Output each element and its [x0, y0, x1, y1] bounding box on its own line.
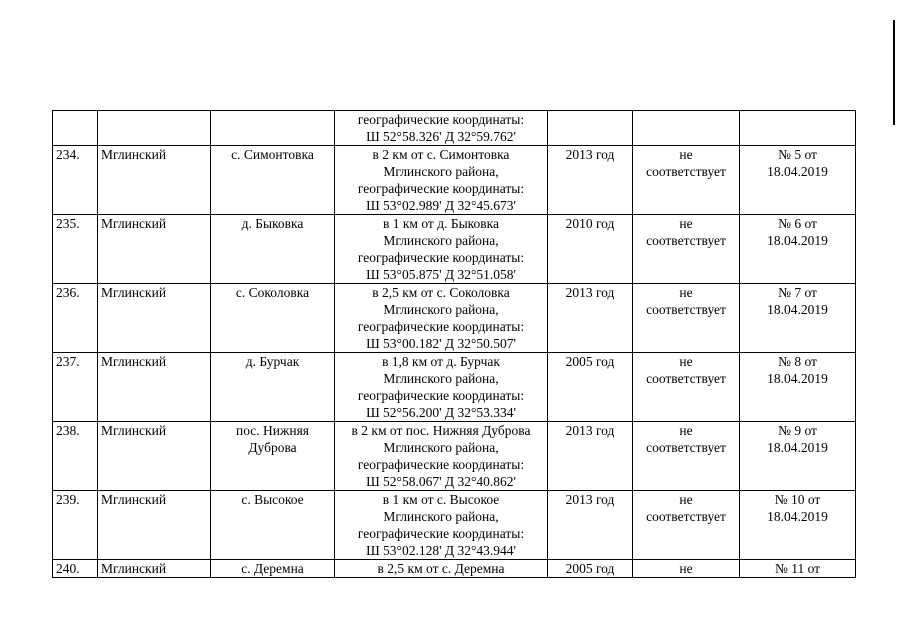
- decision-line: 18.04.2019: [767, 233, 828, 248]
- cell-district: [98, 560, 211, 578]
- decision-line: № 9 от: [778, 423, 817, 438]
- cell-settlement: [211, 146, 335, 215]
- table-row: [53, 353, 856, 422]
- location-line: Мглинского района,: [383, 164, 499, 179]
- cell-year: [548, 491, 633, 560]
- cell-num: [53, 353, 98, 422]
- status-line: соответствует: [646, 164, 726, 179]
- status-line: не: [679, 492, 693, 507]
- cell-settlement: [211, 111, 335, 146]
- cell-num: [53, 284, 98, 353]
- cell-district: [98, 353, 211, 422]
- location-line: географические координаты:: [357, 112, 525, 127]
- cell-num: [53, 422, 98, 491]
- location-line: географические координаты:: [357, 457, 525, 472]
- table-row: [53, 422, 856, 491]
- settlement-line: пос. Нижняя: [236, 423, 309, 438]
- landfill-registry-table: [52, 110, 856, 578]
- cell-location: [335, 422, 548, 491]
- cell-num: [53, 215, 98, 284]
- cell-decision: [740, 353, 856, 422]
- settlement-line: с. Симонтовка: [231, 147, 314, 162]
- location-line: в 1,8 км от д. Бурчак: [382, 354, 500, 369]
- cell-year: [548, 146, 633, 215]
- status-line: соответствует: [646, 509, 726, 524]
- cell-decision: [740, 215, 856, 284]
- cell-location: [335, 215, 548, 284]
- location-line: Ш 53°02.128' Д 32°43.944': [366, 543, 516, 558]
- location-line: Ш 53°05.875' Д 32°51.058': [366, 267, 516, 282]
- cell-location: [335, 111, 548, 146]
- settlement-line: д. Быковка: [241, 216, 304, 231]
- location-line: географические координаты:: [357, 181, 525, 196]
- status-line: соответствует: [646, 440, 726, 455]
- row-number: 240.: [56, 561, 80, 576]
- year-value: 2005 год: [565, 354, 615, 369]
- location-line: Ш 52°58.326' Д 32°59.762': [366, 129, 516, 144]
- cell-decision: [740, 560, 856, 578]
- district-name: Мглинский: [101, 216, 167, 231]
- cell-settlement: [211, 353, 335, 422]
- cell-year: [548, 560, 633, 578]
- decision-value: № 11 от: [774, 561, 821, 576]
- cell-num: [53, 560, 98, 578]
- district-name: Мглинский: [101, 492, 167, 507]
- status-line: соответствует: [646, 371, 726, 386]
- status-line: не: [679, 147, 693, 162]
- cell-decision: [740, 111, 856, 146]
- location-line: в 2,5 км от с. Соколовка: [372, 285, 510, 300]
- cell-decision: [740, 422, 856, 491]
- table-row: [53, 491, 856, 560]
- year-value: 2013 год: [565, 285, 615, 300]
- location-line: в 1 км от д. Быковка: [383, 216, 499, 231]
- cell-settlement: [211, 560, 335, 578]
- cell-status: [633, 422, 740, 491]
- table-row: [53, 284, 856, 353]
- cell-year: [548, 353, 633, 422]
- year-value: 2010 год: [565, 216, 615, 231]
- cell-district: [98, 491, 211, 560]
- settlement-line: с. Высокое: [241, 492, 304, 507]
- row-number: 238.: [56, 423, 80, 438]
- cell-location: [335, 491, 548, 560]
- location-line: Мглинского района,: [383, 509, 499, 524]
- location-line: Ш 52°58.067' Д 32°40.862': [366, 474, 516, 489]
- location-line: в 2 км от пос. Нижняя Дуброва: [351, 423, 531, 438]
- decision-line: 18.04.2019: [767, 509, 828, 524]
- cell-settlement: [211, 422, 335, 491]
- location-line: в 2,5 км от с. Деремна: [377, 561, 505, 576]
- location-line: Ш 53°00.182' Д 32°50.507': [366, 336, 516, 351]
- location-line: географические координаты:: [357, 526, 525, 541]
- location-line: Мглинского района,: [383, 371, 499, 386]
- row-number: 235.: [56, 216, 80, 231]
- settlement-line: д. Бурчак: [245, 354, 300, 369]
- year-value: 2013 год: [565, 492, 615, 507]
- location-line: Ш 53°02.989' Д 32°45.673': [366, 198, 516, 213]
- status-line: соответствует: [646, 233, 726, 248]
- status-line: не: [679, 216, 693, 231]
- status-line: не: [679, 285, 693, 300]
- district-name: Мглинский: [101, 285, 167, 300]
- location-line: Мглинского района,: [383, 233, 499, 248]
- cell-status: [633, 215, 740, 284]
- cell-settlement: [211, 215, 335, 284]
- decision-line: 18.04.2019: [767, 371, 828, 386]
- settlement-line: Дуброва: [248, 440, 297, 455]
- cell-status: [633, 111, 740, 146]
- location-line: Ш 52°56.200' Д 32°53.334': [366, 405, 516, 420]
- row-number: 236.: [56, 285, 80, 300]
- table-row-partial: [53, 560, 856, 578]
- cell-district: [98, 111, 211, 146]
- cell-year: [548, 111, 633, 146]
- location-line: географические координаты:: [357, 250, 525, 265]
- table-row: [53, 146, 856, 215]
- page-edge-mark: [893, 20, 895, 125]
- cell-district: [98, 284, 211, 353]
- cell-num: [53, 111, 98, 146]
- decision-line: № 6 от: [778, 216, 817, 231]
- decision-line: № 10 от: [774, 492, 821, 507]
- cell-num: [53, 146, 98, 215]
- cell-decision: [740, 146, 856, 215]
- location-line: Мглинского района,: [383, 440, 499, 455]
- cell-district: [98, 215, 211, 284]
- year-value: 2013 год: [565, 423, 615, 438]
- decision-line: 18.04.2019: [767, 164, 828, 179]
- status-line: соответствует: [646, 302, 726, 317]
- district-name: Мглинский: [101, 561, 167, 576]
- district-name: Мглинский: [101, 423, 167, 438]
- cell-settlement: [211, 284, 335, 353]
- decision-line: № 5 от: [778, 147, 817, 162]
- cell-settlement: [211, 491, 335, 560]
- status-value: не: [679, 561, 693, 576]
- district-name: Мглинский: [101, 354, 167, 369]
- decision-line: 18.04.2019: [767, 440, 828, 455]
- decision-line: 18.04.2019: [767, 302, 828, 317]
- cell-location: [335, 284, 548, 353]
- settlement-line: с. Соколовка: [235, 285, 310, 300]
- cell-year: [548, 215, 633, 284]
- cell-num: [53, 491, 98, 560]
- cell-location: [335, 353, 548, 422]
- cell-district: [98, 422, 211, 491]
- settlement-name: с. Деремна: [241, 561, 304, 576]
- location-line: Мглинского района,: [383, 302, 499, 317]
- row-number: 239.: [56, 492, 80, 507]
- status-line: не: [679, 423, 693, 438]
- row-number: 237.: [56, 354, 80, 369]
- year-value: 2005 год: [565, 561, 615, 576]
- location-line: географические координаты:: [357, 319, 525, 334]
- row-number: 234.: [56, 147, 80, 162]
- location-line: в 1 км от с. Высокое: [382, 492, 500, 507]
- cell-year: [548, 284, 633, 353]
- location-line: географические координаты:: [357, 388, 525, 403]
- district-name: Мглинский: [101, 147, 167, 162]
- location-line: в 2 км от с. Симонтовка: [372, 147, 510, 162]
- cell-status: [633, 146, 740, 215]
- cell-status: [633, 284, 740, 353]
- cell-year: [548, 422, 633, 491]
- decision-line: № 7 от: [778, 285, 817, 300]
- cell-decision: [740, 284, 856, 353]
- status-line: не: [679, 354, 693, 369]
- table-row: [53, 215, 856, 284]
- cell-location: [335, 560, 548, 578]
- cell-district: [98, 146, 211, 215]
- cell-status: [633, 491, 740, 560]
- cell-status: [633, 560, 740, 578]
- cell-status: [633, 353, 740, 422]
- cell-location: [335, 146, 548, 215]
- decision-line: № 8 от: [778, 354, 817, 369]
- cell-decision: [740, 491, 856, 560]
- year-value: 2013 год: [565, 147, 615, 162]
- continuation-row: [53, 111, 856, 146]
